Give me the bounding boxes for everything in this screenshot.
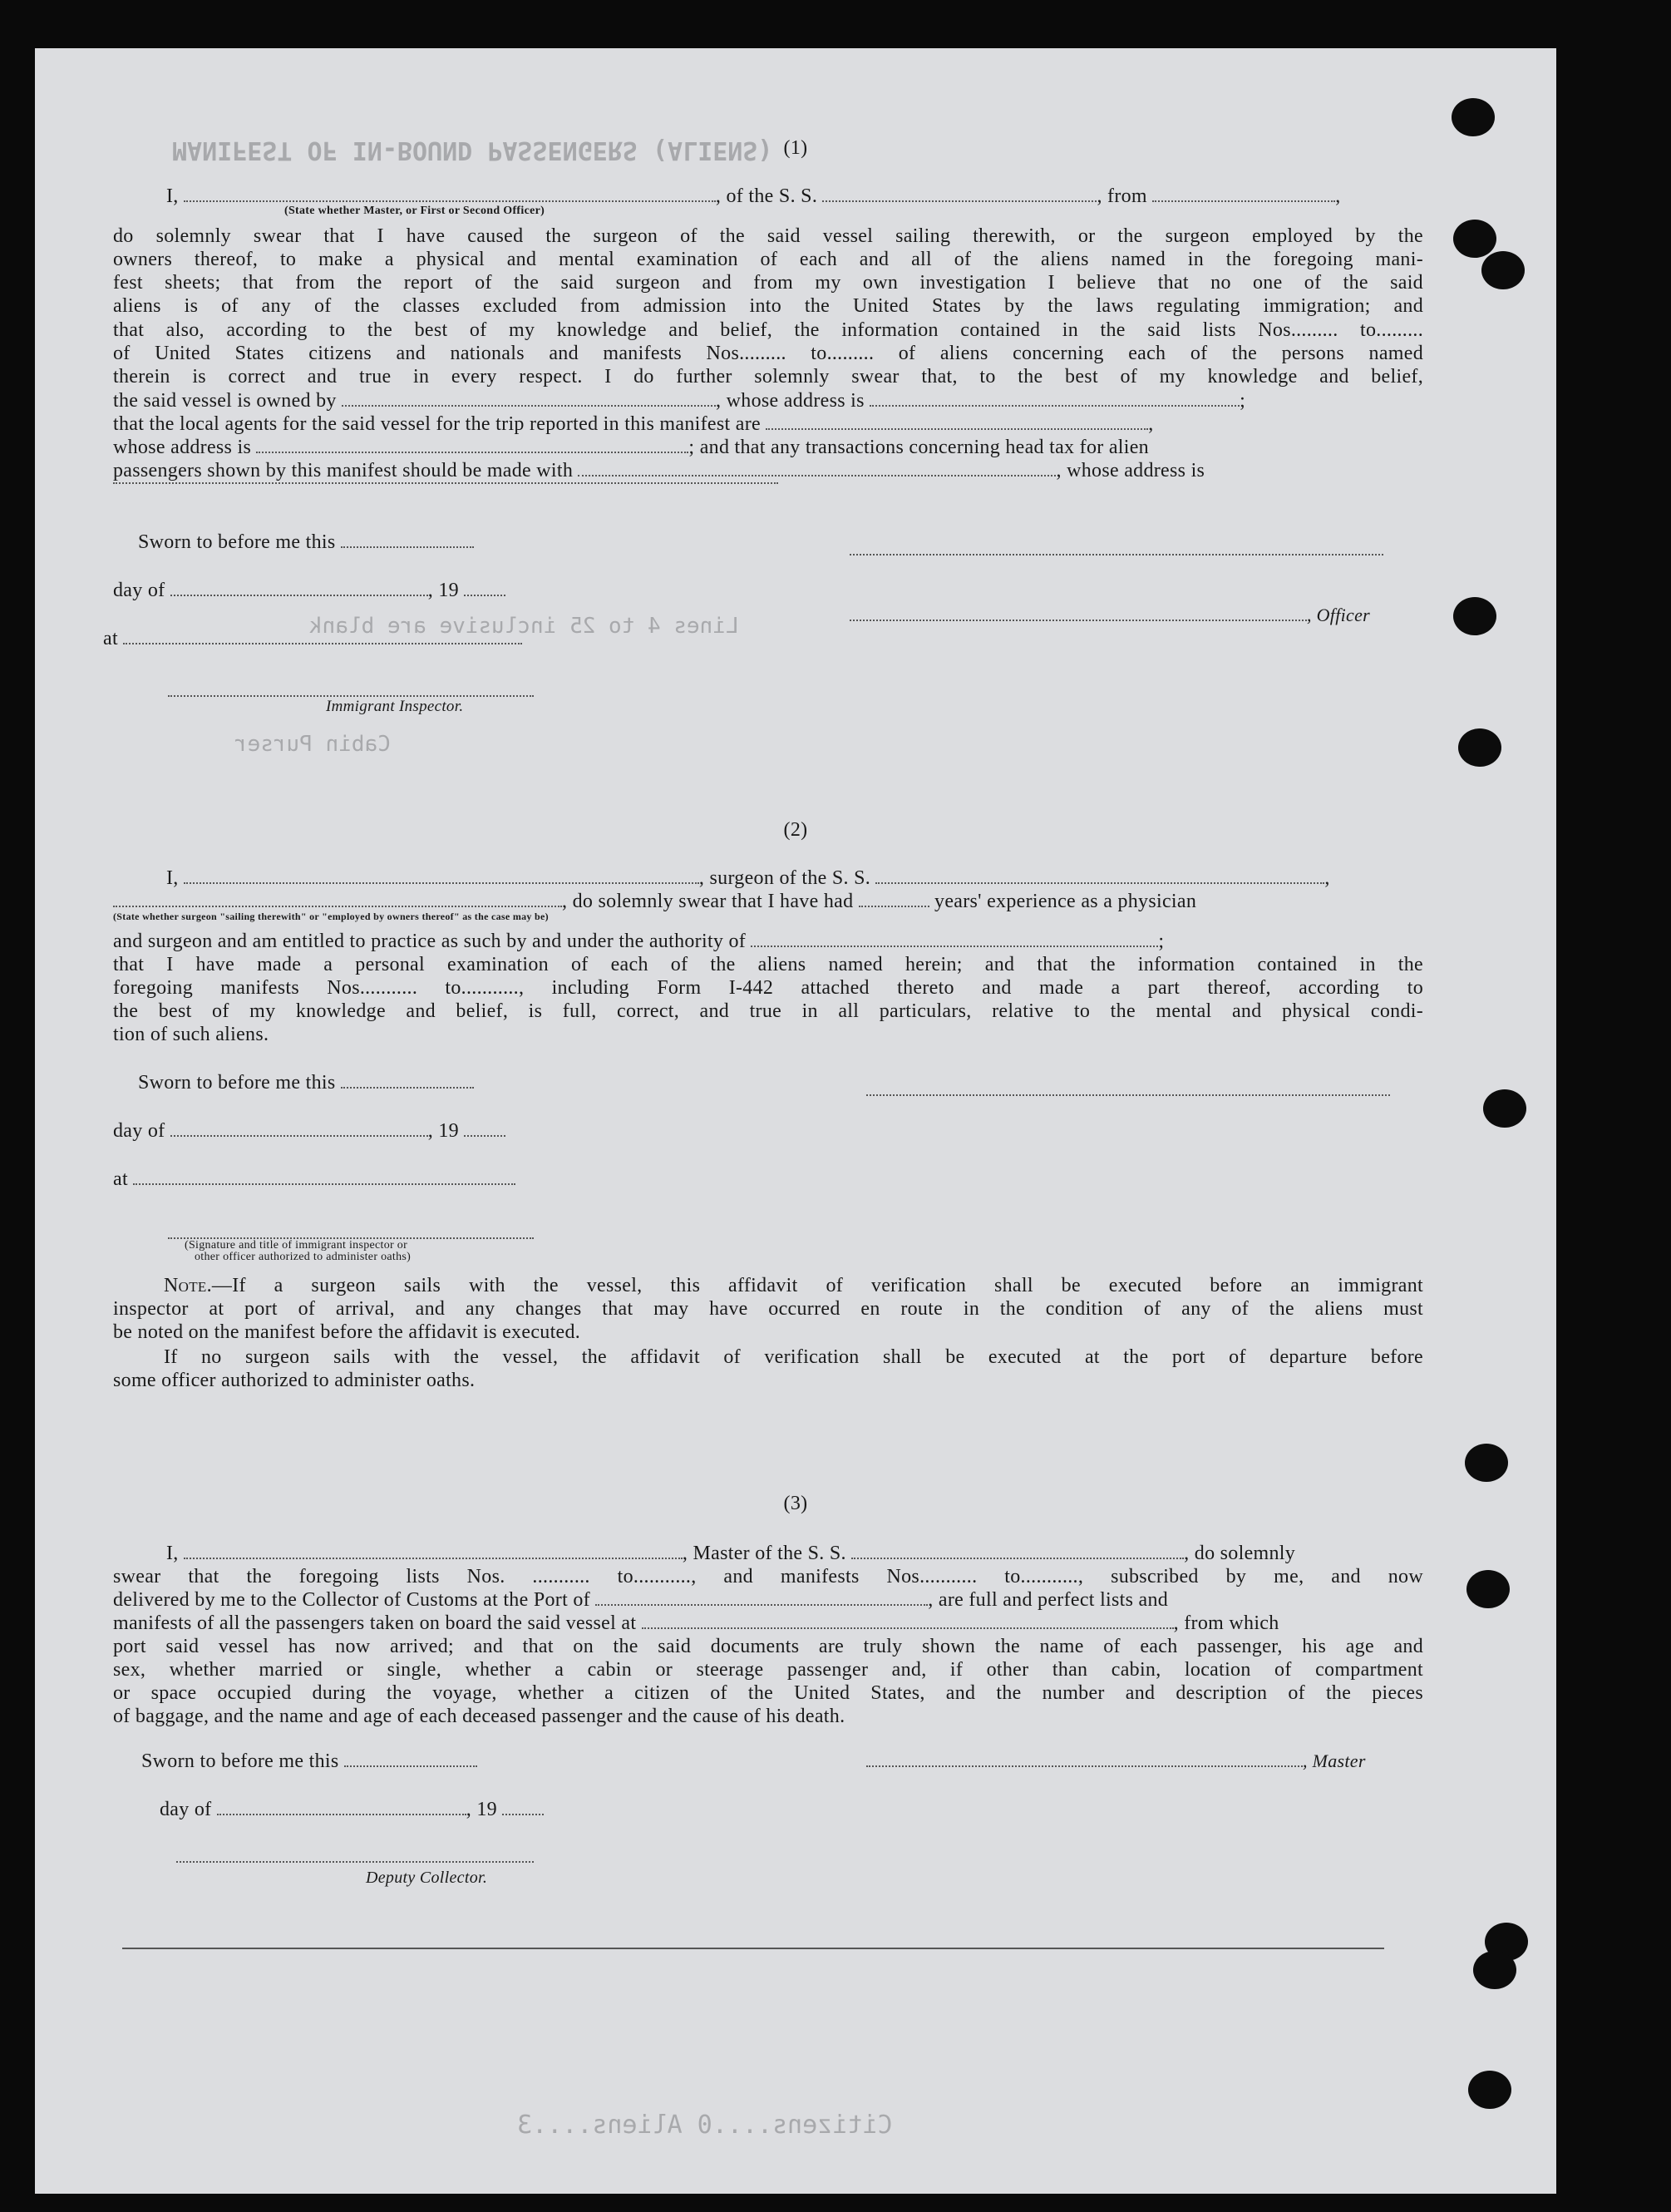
s2-authority-line: and surgeon and am entitled to practice as such by and under the authority of ;: [113, 931, 1165, 952]
s1-para-line-3: fest sheets; that from the report of the said surgeon and from my own investigation I believe that no one of the said: [113, 272, 1423, 294]
s2-note-line-2: inspector at port of arrival, and any changes that may have occurred en route in the condition of any of the aliens must: [113, 1298, 1423, 1320]
s2-year-blank: [464, 1120, 505, 1137]
s1-agent-address-blank: [256, 437, 688, 453]
s3-para-line-4: port said vessel has now arrived; and that on the said documents are truly shown the name of each passenger, his age and: [113, 1636, 1423, 1657]
punch-hole-6: [1483, 1089, 1526, 1128]
s3-boarded-line: manifests of all the passengers taken on board the said vessel at , from which: [113, 1612, 1279, 1634]
s1-day-blank: [170, 580, 428, 596]
s1-at-blank: [123, 628, 522, 644]
s2-signature-note-1: (Signature and title of immigrant inspector or: [185, 1239, 408, 1252]
s2-surgeon-name-blank: [184, 867, 699, 884]
document-page: [35, 48, 1556, 2194]
punch-hole-1: [1452, 98, 1495, 136]
s2-at-line: at: [113, 1168, 515, 1191]
section-1-number: (1): [783, 137, 808, 159]
bleed-through-purser: Cabin Purser: [234, 732, 391, 757]
s1-para-line-6: of United States citizens and nationals and manifests Nos......... to......... of aliens concerning each of the persons named: [113, 343, 1423, 364]
s3-port-line: delivered by me to the Collector of Customs at the Port of , are full and perfect lists and: [113, 1589, 1169, 1611]
s2-note-line-5: some officer authorized to administer oaths.: [113, 1370, 476, 1391]
s2-at-blank: [133, 1168, 515, 1185]
s1-sworn-line: Sworn to before me this: [138, 531, 474, 554]
s2-note-line-3: be noted on the manifest before the affidavit is executed.: [113, 1321, 581, 1343]
punch-hole-8: [1466, 1570, 1510, 1608]
s1-para-line-2: owners thereof, to make a physical and mental examination of each and all of the aliens named in the foregoing mani-: [113, 249, 1423, 270]
s1-officer-signature-blank: [850, 605, 1307, 621]
s3-year-blank: [502, 1799, 544, 1815]
s1-owner-blank: [342, 390, 716, 407]
section-2-number: (2): [783, 819, 808, 841]
s1-address-continuation-blank: [113, 467, 778, 484]
s3-master-name-blank: [184, 1543, 683, 1559]
s1-owned-by-line: the said vessel is owned by , whose address is ;: [113, 390, 1246, 412]
punch-hole-3: [1481, 251, 1525, 289]
s1-line-1: I, , of the S. S. , from ,: [166, 185, 1341, 207]
s3-sworn-line: Sworn to before me this: [141, 1750, 477, 1773]
s1-para-line-5: that also, according to the best of my knowledge and belief, the information contained in the said lists Nos......... to.........: [113, 319, 1423, 341]
s2-para-line-4: the best of my knowledge and belief, is full, correct, and true in all particulars, relative to the mental and physical condi-: [113, 1000, 1423, 1022]
s1-immigrant-inspector-label: Immigrant Inspector.: [326, 698, 464, 715]
s2-years-blank: [859, 891, 929, 907]
s2-officer-signature-blank: [168, 1222, 534, 1239]
s1-year-blank: [464, 580, 505, 596]
s3-master-label: , Master: [1303, 1750, 1366, 1771]
s1-i: I,: [166, 185, 179, 207]
s3-day-line: day of , 19: [160, 1798, 544, 1821]
s2-para-line-2: that I have made a personal examination of each of the aliens named herein; and that the information contained in the: [113, 954, 1423, 975]
s2-line-1: I, , surgeon of the S. S. ,: [166, 867, 1330, 889]
s3-day-blank: [217, 1799, 466, 1815]
s1-vessel-name-blank: [822, 185, 1097, 202]
s1-agents-blank: [766, 413, 1148, 430]
s2-line-2: , do solemnly swear that I have had years' experience as a physician: [113, 890, 1196, 913]
s2-note-heading: Note.: [164, 1275, 212, 1296]
s2-vessel-name-blank: [875, 867, 1324, 884]
s3-boarding-port-blank: [642, 1612, 1174, 1629]
s2-sworn-date-blank: [341, 1072, 474, 1089]
punch-hole-11: [1468, 2071, 1511, 2109]
s2-signature-blank: [866, 1079, 1390, 1096]
s3-vessel-name-blank: [851, 1543, 1184, 1559]
s2-para-line-3: foregoing manifests Nos........... to..........., including Form I-442 attached thereto and made a part thereof, according to: [113, 977, 1423, 999]
s2-day-line: day of , 19: [113, 1119, 505, 1143]
s2-sworn-line: Sworn to before me this: [138, 1071, 474, 1094]
s3-port-blank: [595, 1589, 928, 1606]
s1-at-line: at: [103, 627, 522, 650]
s1-officer-note: (State whether Master, or First or Second Officer): [284, 205, 545, 217]
s3-deputy-signature-blank: [176, 1846, 534, 1863]
s1-agent-address-line: whose address is ; and that any transactions concerning head tax for alien: [113, 437, 1149, 458]
s2-para-line-5: tion of such aliens.: [113, 1024, 269, 1045]
section-3-number: (3): [783, 1493, 808, 1514]
bleed-through-lines-note: Lines 4 to 25 inclusive are blank: [309, 614, 739, 639]
punch-hole-7: [1465, 1444, 1508, 1482]
s1-from-port-blank: [1152, 185, 1335, 202]
s1-para-line-4: aliens is of any of the classes excluded from admission into the United States by the laws regulating immigration; and: [113, 295, 1423, 317]
s1-signature-blank: [850, 539, 1383, 555]
punch-hole-2: [1453, 220, 1496, 258]
s1-day-line: day of , 19: [113, 579, 505, 602]
s3-para-line-6: or space occupied during the voyage, whether a citizen of the United States, and the number and description of the pieces: [113, 1682, 1423, 1704]
s1-sworn-date-blank: [341, 531, 474, 548]
s2-signature-note-2: other officer authorized to administer oaths): [195, 1251, 412, 1263]
bleed-through-heading: MANIFEST OF IN-BOUND PASSENGERS (ALIENS): [172, 136, 773, 165]
s1-officer-label: , Officer: [1307, 605, 1371, 625]
punch-hole-5: [1458, 728, 1501, 767]
s2-note-line-4: If no surgeon sails with the vessel, the affidavit of verification shall be executed at the port of departure before: [164, 1346, 1423, 1368]
s1-of-ss: , of the S. S.: [715, 185, 818, 207]
s1-officer-line: [850, 604, 1370, 627]
s2-authority-blank: [751, 931, 1158, 947]
s3-sworn-date-blank: [344, 1750, 477, 1767]
s1-owner-address-blank: [870, 390, 1240, 407]
s3-master-line: [866, 1750, 1366, 1773]
bottom-rule: [122, 1948, 1384, 1949]
s2-note-line-1: Note.—If a surgeon sails with the vessel, this affidavit of verification shall be executed before an immigrant: [164, 1275, 1423, 1296]
s1-agents-line: that the local agents for the said vessel for the trip reported in this manifest are ,: [113, 413, 1154, 435]
punch-hole-4: [1453, 597, 1496, 635]
punch-hole-10: [1473, 1951, 1516, 1989]
s3-para-line-7: of baggage, and the name and age of each deceased passenger and the cause of his death.: [113, 1706, 845, 1727]
s2-day-blank: [170, 1120, 428, 1137]
s1-para-line-1: do solemnly swear that I have caused the surgeon of the said vessel sailing therewith, or the surgeon employed by the: [113, 225, 1423, 247]
s3-deputy-collector-label: Deputy Collector.: [366, 1869, 488, 1887]
s3-para-line-5: sex, whether married or single, whether a cabin or steerage passenger and, if other than cabin, location of compartment: [113, 1659, 1423, 1681]
s1-head-tax-line: passengers shown by this manifest should be made with , whose address is: [113, 460, 1205, 481]
s1-officer-title-blank: [184, 185, 716, 202]
s1-from: , from: [1097, 185, 1147, 207]
s3-line-1: I, , Master of the S. S. , do solemnly: [166, 1543, 1296, 1564]
s3-para-line-1: swear that the foregoing lists Nos. ........... to..........., and manifests Nos........... to..........., subscribed by me, and now: [113, 1566, 1423, 1587]
s3-master-signature-blank: [866, 1750, 1303, 1767]
s1-inspector-signature-blank: [168, 680, 534, 697]
s2-surgeon-note: (State whether surgeon "sailing therewith" or "employed by owners thereof" as the case may be): [113, 911, 549, 922]
bleed-through-bottom: Citizens....0 Aliens....3: [517, 2111, 893, 2140]
s2-surgeon-type-blank: [113, 891, 562, 907]
s1-para-line-7: therein is correct and true in every respect. I do further solemnly swear that, to the best of my knowledge and belief,: [113, 366, 1423, 388]
